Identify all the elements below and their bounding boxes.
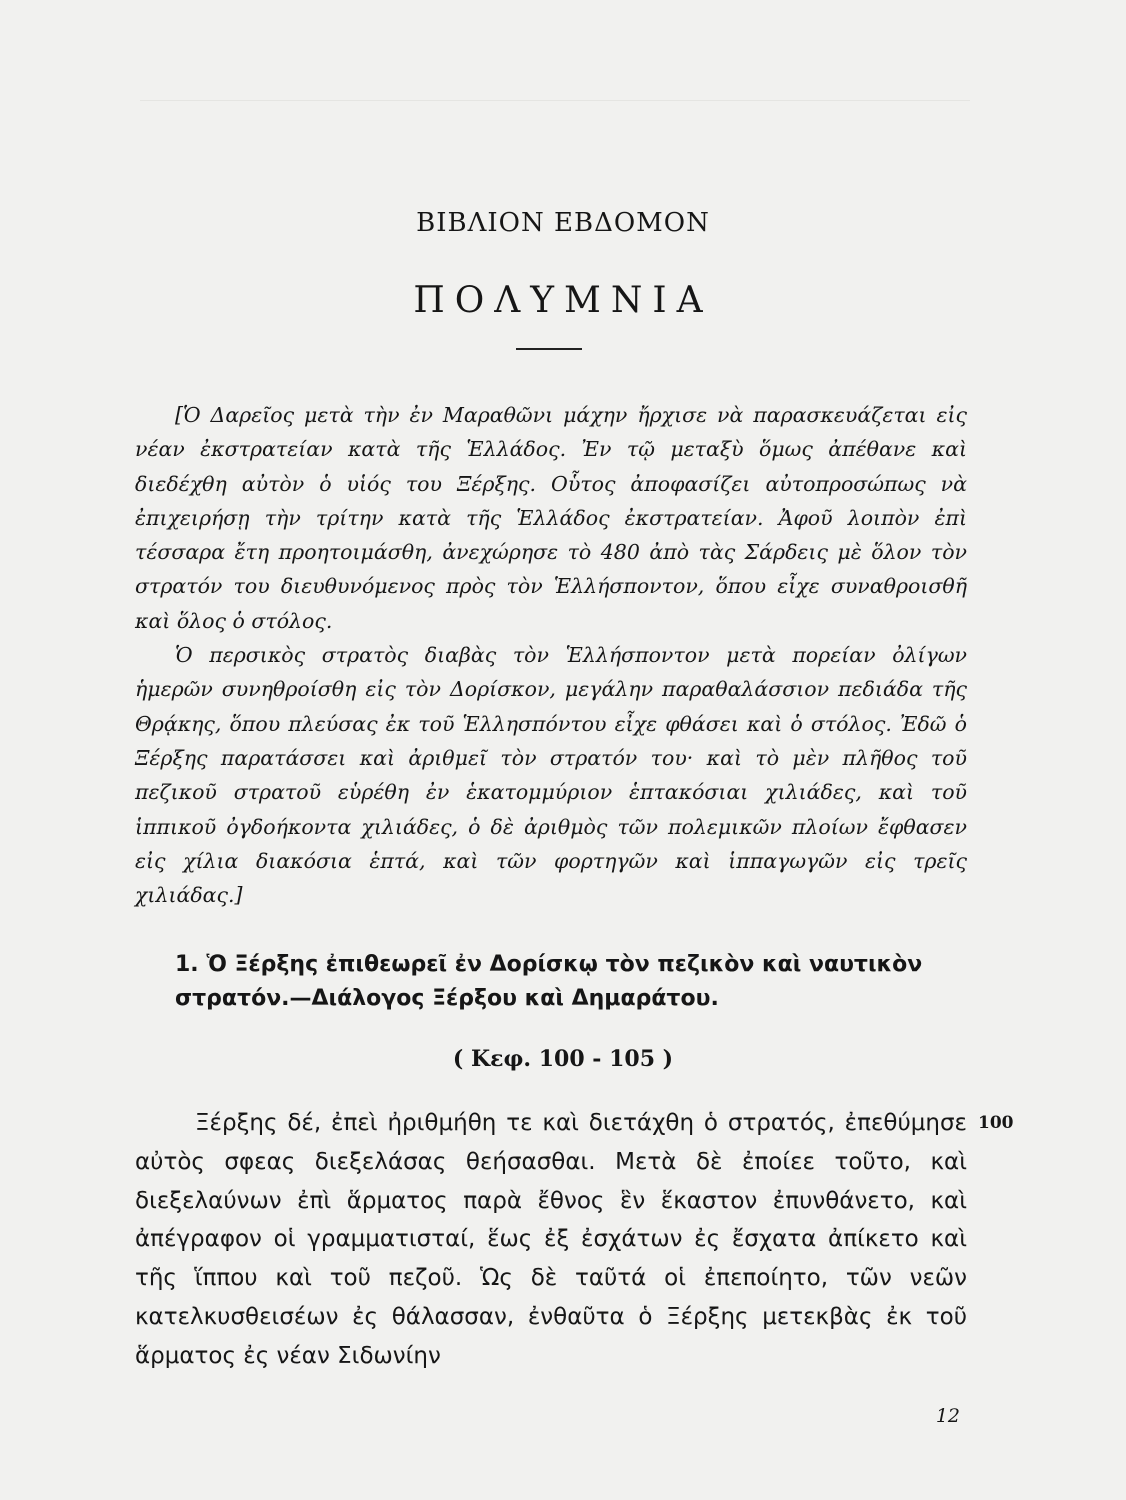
chapter-range: ( Κεφ. 100 - 105 )	[452, 1046, 674, 1072]
book-title: ΒΙΒΛΙΟΝ ΕΒΔΟΜΟΝ	[416, 208, 710, 238]
summary-paragraph-1: [Ὁ Δαρεῖος μετὰ τὴν ἐν Μαραθῶνι μάχην ἤρχισε νὰ παρασκευάζεται εἰς νέαν ἐκστρατείαν κατὰ τῆς Ἑλλάδος. Ἐν τῷ μεταξὺ ὅμως ἀπέθανε καὶ διεδέχθη αὐτὸν ὁ υἱός του Ξέρξης. Οὗτος ἀποφασίζει αὐτοπροσώπως νὰ ἐπιχειρήσῃ τὴν τρίτην κατὰ τῆς Ἑλλάδος ἐκστρατείαν. Ἀφοῦ λοιπὸν ἐπὶ τέσσαρα ἔτη προητοιμάσθη, ἀνεχώρησε τὸ 480 ἀπὸ τὰς Σάρδεις μὲ ὅλον τὸν στρατόν του διευθυνόμενος πρὸς τὸν Ἑλλήσποντον, ὅπου εἶχε συναθροισθῆ καὶ ὅλος ὁ στόλος.	[135, 403, 967, 633]
greek-text: Ξέρξης δέ, ἐπεὶ ἠριθμήθη τε καὶ διετάχθη ὁ στρατός, ἐπεθύμησε αὐτὸς σφεας διεξελάσας θεήσασθαι. Μετὰ δὲ ἐποίεε τοῦτο, καὶ διεξελαύνων ἐπὶ ἅρματος παρὰ ἔθνος ἓν ἕκαστον ἐπυνθάνετο, καὶ ἀπέγραφον οἱ γραμματισταί, ἕως ἐξ ἐσχάτων ἐς ἔσχατα ἀπίκετο καὶ τῆς ἵππου καὶ τοῦ πεζοῦ. Ὡς δὲ ταῦτά οἱ ἐπεποίητο, τῶν νεῶν κατελκυσθεισέων ἐς θάλασσαν, ἐνθαῦτα ὁ Ξέρξης μετεκβὰς ἐκ τοῦ ἅρματος ἐς νέαν Σιδωνίην	[135, 1110, 967, 1369]
page-number: 12	[935, 1405, 960, 1427]
section-heading: 1. Ὁ Ξέρξης ἐπιθεωρεῖ ἐν Δορίσκῳ τὸν πεζικὸν καὶ ναυτικὸν στρατόν.—Διάλογος Ξέρξου καὶ Δημαράτου.	[175, 952, 923, 1011]
margin-line-number: 100	[978, 1113, 1014, 1133]
summary-paragraph-2: Ὁ περσικὸς στρατὸς διαβὰς τὸν Ἑλλήσποντον μετὰ πορείαν ὀλίγων ἡμερῶν συνηθροίσθη εἰς τὸν Δορίσκον, μεγάλην παραθαλάσσιον πεδιάδα τῆς Θρᾴκης, ὅπου πλεύσας ἐκ τοῦ Ἑλλησπόντου εἶχε φθάσει καὶ ὁ στόλος. Ἐδῶ ὁ Ξέρξης παρατάσσει καὶ ἀριθμεῖ τὸν στρατόν του· καὶ τὸ μὲν πλῆθος τοῦ πεζικοῦ στρατοῦ εὑρέθη ἐν ἑκατομμύριον ἑπτακόσιαι χιλιάδες, καὶ τοῦ ἱππικοῦ ὀγδοήκοντα χιλιάδες, ὁ δὲ ἀριθμὸς τῶν πολεμικῶν πλοίων ἔφθασεν εἰς χίλια διακόσια ἑπτά, καὶ τῶν φορτηγῶν καὶ ἱππαγωγῶν εἰς τρεῖς χιλιάδας.]	[135, 643, 967, 908]
summary	[135, 398, 967, 912]
title-rule	[516, 348, 582, 350]
book-name: ΠΟΛΥΜΝΙΑ	[413, 280, 713, 321]
show-through-shadow	[140, 70, 970, 101]
